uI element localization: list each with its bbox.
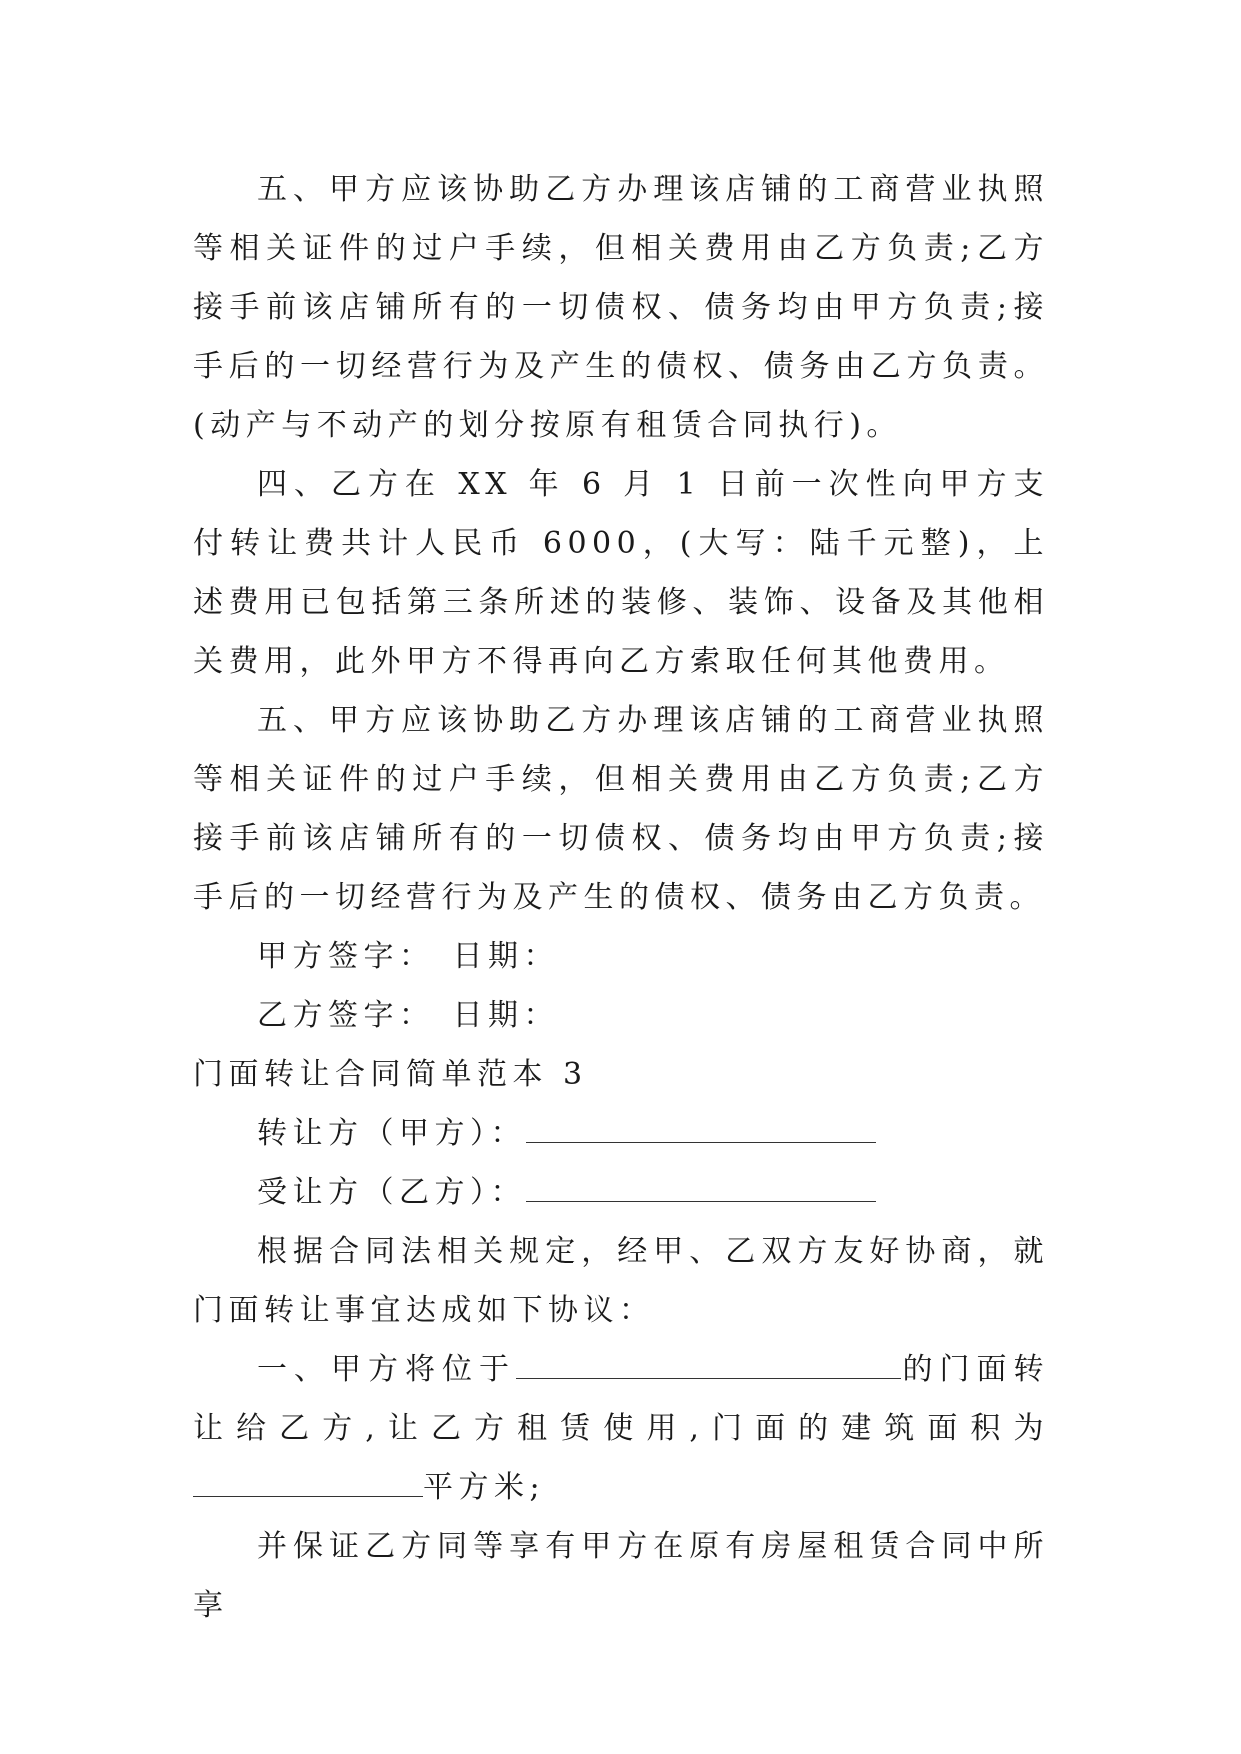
contract-title: 门面转让合同简单范本 3 — [193, 1057, 588, 1092]
clause-one-continuation: 并保证乙方同等享有甲方在原有房屋租赁合同中所享 — [193, 1529, 1049, 1623]
party-a-sign-label: 甲方签字： — [257, 939, 435, 974]
location-blank — [516, 1348, 901, 1379]
clause-five-repeat-paragraph: 五、甲方应该协助乙方办理该店铺的工商营业执照等相关证件的过户手续，但相关费用由乙方负责;乙方接手前该店铺所有的一切债权、债务均由甲方负责;接手后的一切经营行为及产生的债权、债务由乙方负责。 — [193, 703, 1049, 915]
party-b-date-label: 日期： — [452, 998, 559, 1033]
transferor-line — [193, 1104, 1049, 1163]
transferor-blank — [526, 1112, 876, 1143]
transferee-blank — [526, 1171, 876, 1202]
clause-one-paragraph — [193, 1340, 1049, 1517]
party-b-sign-label: 乙方签字： — [257, 998, 435, 1033]
clause-four-paragraph: 四、乙方在 XX 年 6 月 1 日前一次性向甲方支付转让费共计人民币 6000，(大写：陆千元整)，上述费用已包括第三条所述的装修、装饰、设备及其他相关费用，此外甲方不得再向乙方索取任何其他费用。 — [193, 467, 1049, 679]
clause-five-paragraph: 五、甲方应该协助乙方办理该店铺的工商营业执照等相关证件的过户手续，但相关费用由乙方负责;乙方接手前该店铺所有的一切债权、债务均由甲方负责;接手后的一切经营行为及产生的债权、债务由乙方负责。(动产与不动产的划分按原有租赁合同执行)。 — [193, 172, 1049, 443]
area-blank — [193, 1466, 423, 1497]
party-a-date-label: 日期： — [452, 939, 559, 974]
intro-paragraph: 根据合同法相关规定，经甲、乙双方友好协商，就门面转让事宜达成如下协议： — [193, 1234, 1049, 1328]
party-a-signature-line — [193, 927, 1049, 986]
transferor-label: 转让方（甲方）： — [257, 1116, 526, 1151]
clause-one-end: 平方米; — [423, 1470, 546, 1505]
clause-one-mid: 的门面转让给乙方,让乙方租赁使用,门面的建筑面积为 — [193, 1352, 1049, 1446]
transferee-line — [193, 1163, 1049, 1222]
transferee-label: 受让方（乙方）： — [257, 1175, 526, 1210]
party-b-signature-line — [193, 986, 1049, 1045]
document-body — [193, 160, 1049, 1635]
clause-one-start: 一、甲方将位于 — [257, 1352, 516, 1387]
